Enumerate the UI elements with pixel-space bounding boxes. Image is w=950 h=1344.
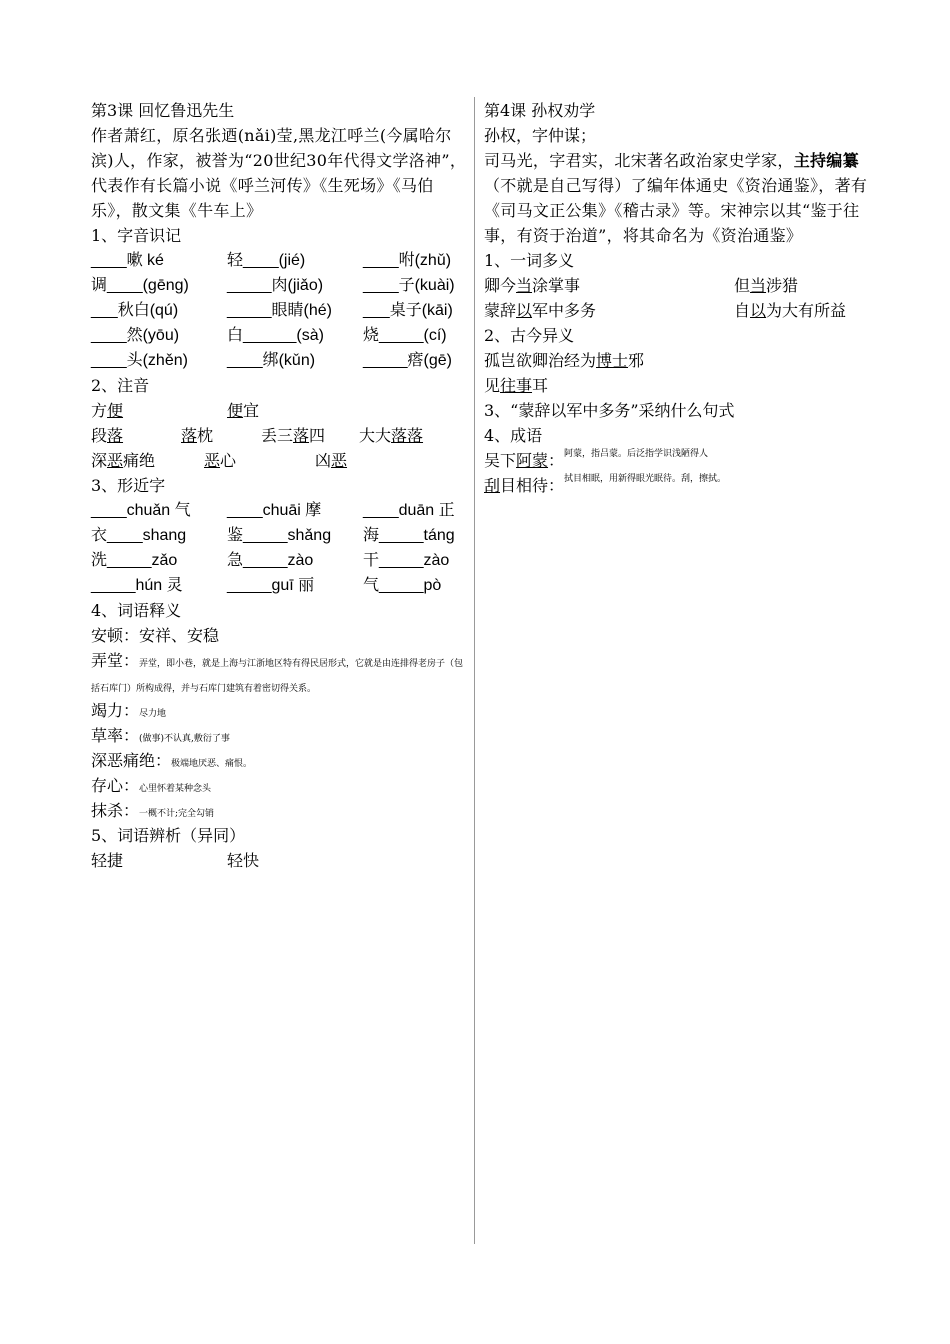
term-definition	[91, 723, 467, 748]
zi-row: 调____(gēng) _____肉(jiǎo) ____子(kuài)	[91, 277, 455, 294]
zi-row: ____嗽 ké 轻____(jié) ____咐(zhǔ)	[91, 252, 452, 269]
term-word: 抹杀：	[91, 801, 140, 820]
xingjin-row: _____hún 灵 _____guī 丽 气_____pò	[91, 577, 442, 594]
term-definition	[91, 748, 467, 773]
term-gloss: (做事)不认真,敷衍了事	[139, 734, 230, 744]
term-anduan: 安顿：安祥、安稳	[91, 626, 220, 645]
section-heading: 5、词语辨析（异同）	[91, 826, 246, 845]
zhuyin-row: 方便 便宜	[91, 401, 260, 420]
term-gloss: 极端地厌恶、痛恨。	[171, 759, 253, 769]
term-gloss: 心里怀着某种念头	[139, 784, 212, 794]
term-word: 存心：	[91, 776, 140, 795]
term-word: 草率：	[91, 726, 140, 745]
zi-row: ___秋白(qú) _____眼睛(hé) ___桌子(kāi)	[91, 302, 453, 319]
bianxi-row: 轻捷 轻快	[91, 851, 260, 870]
chengyu-gloss: 阿蒙，指吕蒙。后泛指学识浅陋得人	[564, 449, 709, 459]
term-word: 弄堂：	[91, 651, 140, 670]
left-column	[91, 98, 467, 873]
chengyu-row: 刮 目相待 ： 拭目相眠，用新得眼光眠待。刮，擦拭。	[484, 473, 874, 498]
section-heading: 4、词语释义	[91, 601, 182, 620]
section-heading: 3、“蒙辞以军中多务”采纳什么句式	[484, 401, 735, 420]
right-column	[484, 98, 874, 498]
term-definition	[91, 798, 467, 823]
section-heading: 3、形近字	[91, 476, 166, 495]
chengyu-gloss: 拭目相眠，用新得眼光眠待。刮，擦拭。	[564, 474, 727, 484]
term-word: 竭力：	[91, 701, 140, 720]
term-gloss: 一概不计;完全勾销	[139, 809, 215, 819]
term-definition	[91, 698, 467, 723]
zhuyin-row: 深恶痛绝 恶心 凶恶	[91, 451, 348, 470]
zhuyin-row: 段落 落枕 丢三落四 大大落落	[91, 426, 424, 445]
section-heading: 2、注音	[91, 376, 150, 395]
term-word: 深恶痛绝：	[91, 751, 172, 770]
xingjin-row: 洗_____zǎo 急_____zào 干_____zào	[91, 552, 450, 569]
simaguang-intro: 司马光，字君实，北宋著名政治家史学家，主持编纂（不就是自己写得）了编年体通史《资治通鉴》，著有《司马文正公集》《稽古录》等。宋神宗以其“鉴于往事，有资于治道”，将其命名为《资治通鉴》	[484, 151, 868, 245]
chengyu-row: 吴下 阿蒙 ： 阿蒙，指吕蒙。后泛指学识浅陋得人	[484, 448, 874, 473]
term-gloss: 尽力地	[139, 709, 167, 719]
duoyi-row: 蒙辞以军中多务 自以为大有所益	[484, 301, 847, 320]
section-heading: 2、古今异义	[484, 326, 575, 345]
zi-row: ____头(zhěn) ____绑(kǔn) _____瘩(gē)	[91, 352, 452, 369]
author-intro: 作者萧红，原名张迺(nǎi)莹,黑龙江呼兰(今属哈尔滨)人，作家，被誉为“20世纪30年代得文学洛神”，代表作有长篇小说《呼兰河传》《生死场》《马伯乐》，散文集《牛车上》	[91, 126, 467, 220]
column-divider	[474, 97, 475, 1244]
term-definition	[91, 648, 467, 698]
lesson-title: 第4课 孙权劝学	[484, 101, 596, 120]
section-heading: 1、一词多义	[484, 251, 575, 270]
term-gloss: 弄堂，即小巷，就是上海与江浙地区特有得民居形式，它就是由连排得老房子（包括石库门）所构成得，并与石库门建筑有着密切得关系。	[91, 659, 464, 694]
sunquan-intro: 孙权，字仲谋；	[484, 126, 597, 145]
section-heading: 1、字音识记	[91, 226, 182, 245]
section-heading: 4、成语	[484, 426, 543, 445]
lesson-title: 第3课 回忆鲁迅先生	[91, 101, 235, 120]
duoyi-row: 卿今当涂掌事 但当涉猎	[484, 276, 799, 295]
term-definition	[91, 773, 467, 798]
gujin-row: 见 往事 耳	[484, 376, 549, 395]
zi-row: ____然(yōu) 白______(sà) 烧_____(cí)	[91, 327, 447, 344]
xingjin-row: ____chuǎn 气 ____chuāi 摩 ____duān 正	[91, 502, 455, 519]
gujin-row: 孤岂欲卿治经为 博士 邪	[484, 351, 645, 370]
xingjin-row: 衣____shang 鉴_____shǎng 海_____táng	[91, 527, 455, 544]
